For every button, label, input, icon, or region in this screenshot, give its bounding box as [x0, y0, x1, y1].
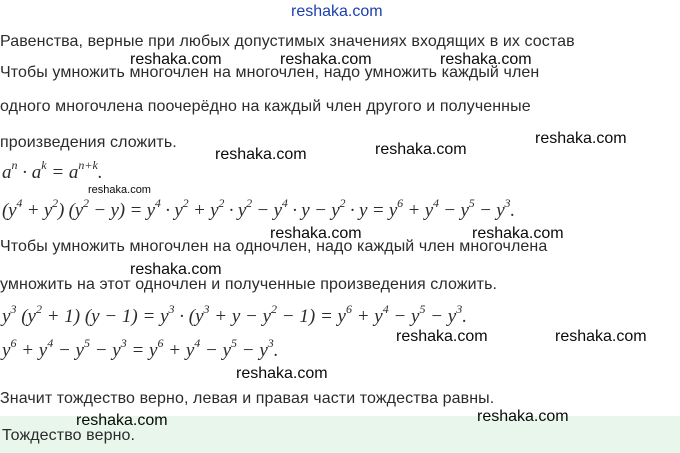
watermark: reshaka.com: [375, 141, 467, 158]
watermark: reshaka.com: [88, 184, 151, 196]
rule-text-line-5: умножить на этот одночлен и полученные произведения сложить.: [0, 276, 498, 293]
answer-text: Тождество верно.: [2, 427, 136, 444]
watermark: reshaka.com: [236, 365, 328, 382]
rule-text-line-3: произведения сложить.: [0, 134, 177, 151]
formula-expansion-1: $(y^4 + y^2) (y^2 - y) = y^4 \cdot y^2 + y^2 \cdot y^2 - y^4 \cdot y - y^2 \cdot y = y^6 + y^4 - y^5 - y^3$.: [2, 196, 515, 221]
watermark: reshaka.com: [396, 328, 488, 345]
watermark: reshaka.com: [477, 408, 569, 425]
formula-power-product: $a^n \cdot a^k = a^{n+k}$.: [2, 158, 103, 183]
rule-text-line-2: одного многочлена поочерёдно на каждый член другого и полученные: [0, 98, 531, 115]
watermark: reshaka.com: [76, 412, 168, 429]
formula-identity: $y^6 + y^4 - y^5 - y^3 = y^6 + y^4 - y^5 - y^3$.: [2, 336, 279, 361]
watermark: reshaka.com: [535, 130, 627, 147]
watermark: reshaka.com: [270, 225, 362, 242]
watermark: reshaka.com: [440, 51, 532, 68]
heading-text: Равенства, верные при любых допустимых значениях входящих в их состав: [0, 33, 575, 50]
watermark-top: reshaka.com: [291, 3, 383, 20]
watermark: reshaka.com: [472, 225, 564, 242]
watermark: reshaka.com: [555, 328, 647, 345]
watermark: reshaka.com: [130, 261, 222, 278]
watermark: reshaka.com: [130, 51, 222, 68]
rule-text-line-4: Чтобы умножить многочлен на одночлен, надо каждый член многочлена: [0, 238, 548, 255]
conclusion-text: Значит тождество верно, левая и правая части тождества равны.: [0, 390, 495, 407]
rule-text-line-1: Чтобы умножить многочлен на многочлен, надо умножить каждый член: [0, 64, 540, 81]
watermark: reshaka.com: [280, 51, 372, 68]
watermark: reshaka.com: [215, 146, 307, 163]
formula-expansion-2: $y^3$ $(y^2 + 1) (y - 1) = y^3 \cdot (y^3 + y - y^2 - 1) = y^6 + y^4 - y^5 - y^3$.: [2, 302, 467, 327]
